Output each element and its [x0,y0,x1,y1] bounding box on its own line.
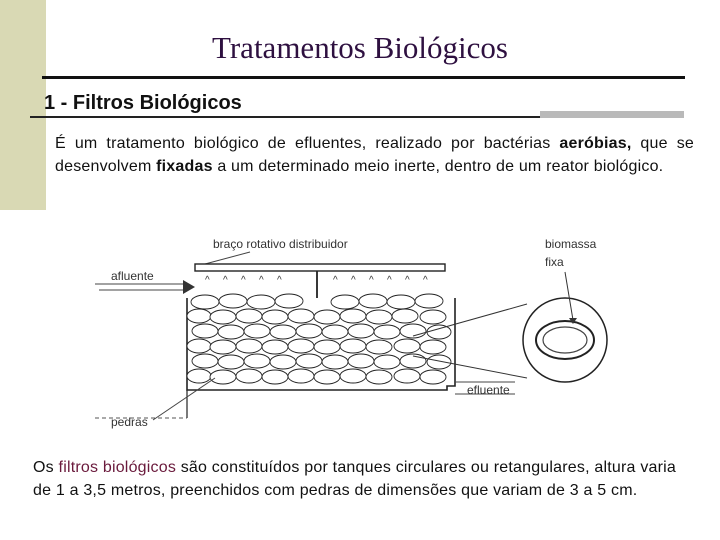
svg-text:^: ^ [241,275,246,286]
arm-leader-line [205,252,250,264]
label-influent: afluente [111,269,154,283]
stone-bed [187,294,451,384]
section-underline-accent [540,111,684,118]
svg-text:^: ^ [405,275,410,286]
desc-text-1: Os [33,459,59,476]
svg-text:^: ^ [277,275,282,286]
svg-text:^: ^ [423,275,428,286]
influent-arrow [183,280,195,294]
intro-paragraph [55,132,694,178]
stones-leader-line [153,378,215,420]
description-paragraph [33,456,676,502]
trickling-filter-diagram [95,228,615,438]
label-stones: pedras [111,415,148,429]
page-title: Tratamentos Biológicos [212,30,508,65]
label-biomass-line2: fixa [545,255,564,269]
svg-text:^: ^ [205,275,210,286]
section-underline [30,116,540,118]
label-effluent: efluente [467,383,510,397]
section-heading: 1 - Filtros Biológicos [44,92,242,114]
svg-text:^: ^ [369,275,374,286]
desc-text-2: são constituídos por tanques circulares ou retangulares, altura varia de 1 a 3,5 metros, preenchidos com pedras de dimensões que variam de 3 a 5 cm. [33,459,677,499]
intro-bold-aerobic: aeróbias, [559,135,632,152]
intro-text-1: É um tratamento biológico de efluentes, realizado por bactérias [55,135,560,152]
desc-highlight-term: filtros biológicos [58,459,177,476]
title-underline [42,76,685,79]
svg-text:^: ^ [351,275,356,286]
intro-bold-fixed: fixadas [156,158,213,175]
svg-text:^: ^ [387,275,392,286]
svg-text:^: ^ [259,275,264,286]
svg-text:^: ^ [333,275,338,286]
intro-text-3: a um determinado meio inerte, dentro de um reator biológico. [212,158,664,175]
svg-text:^: ^ [223,275,228,286]
stone-detail-inner [543,327,587,353]
intro-text-2: que se desenvolvem [55,135,694,175]
label-distributor-arm: braço rotativo distribuidor [213,237,348,251]
label-biomass-line1: biomassa [545,237,597,251]
distributor-arm [195,264,445,271]
